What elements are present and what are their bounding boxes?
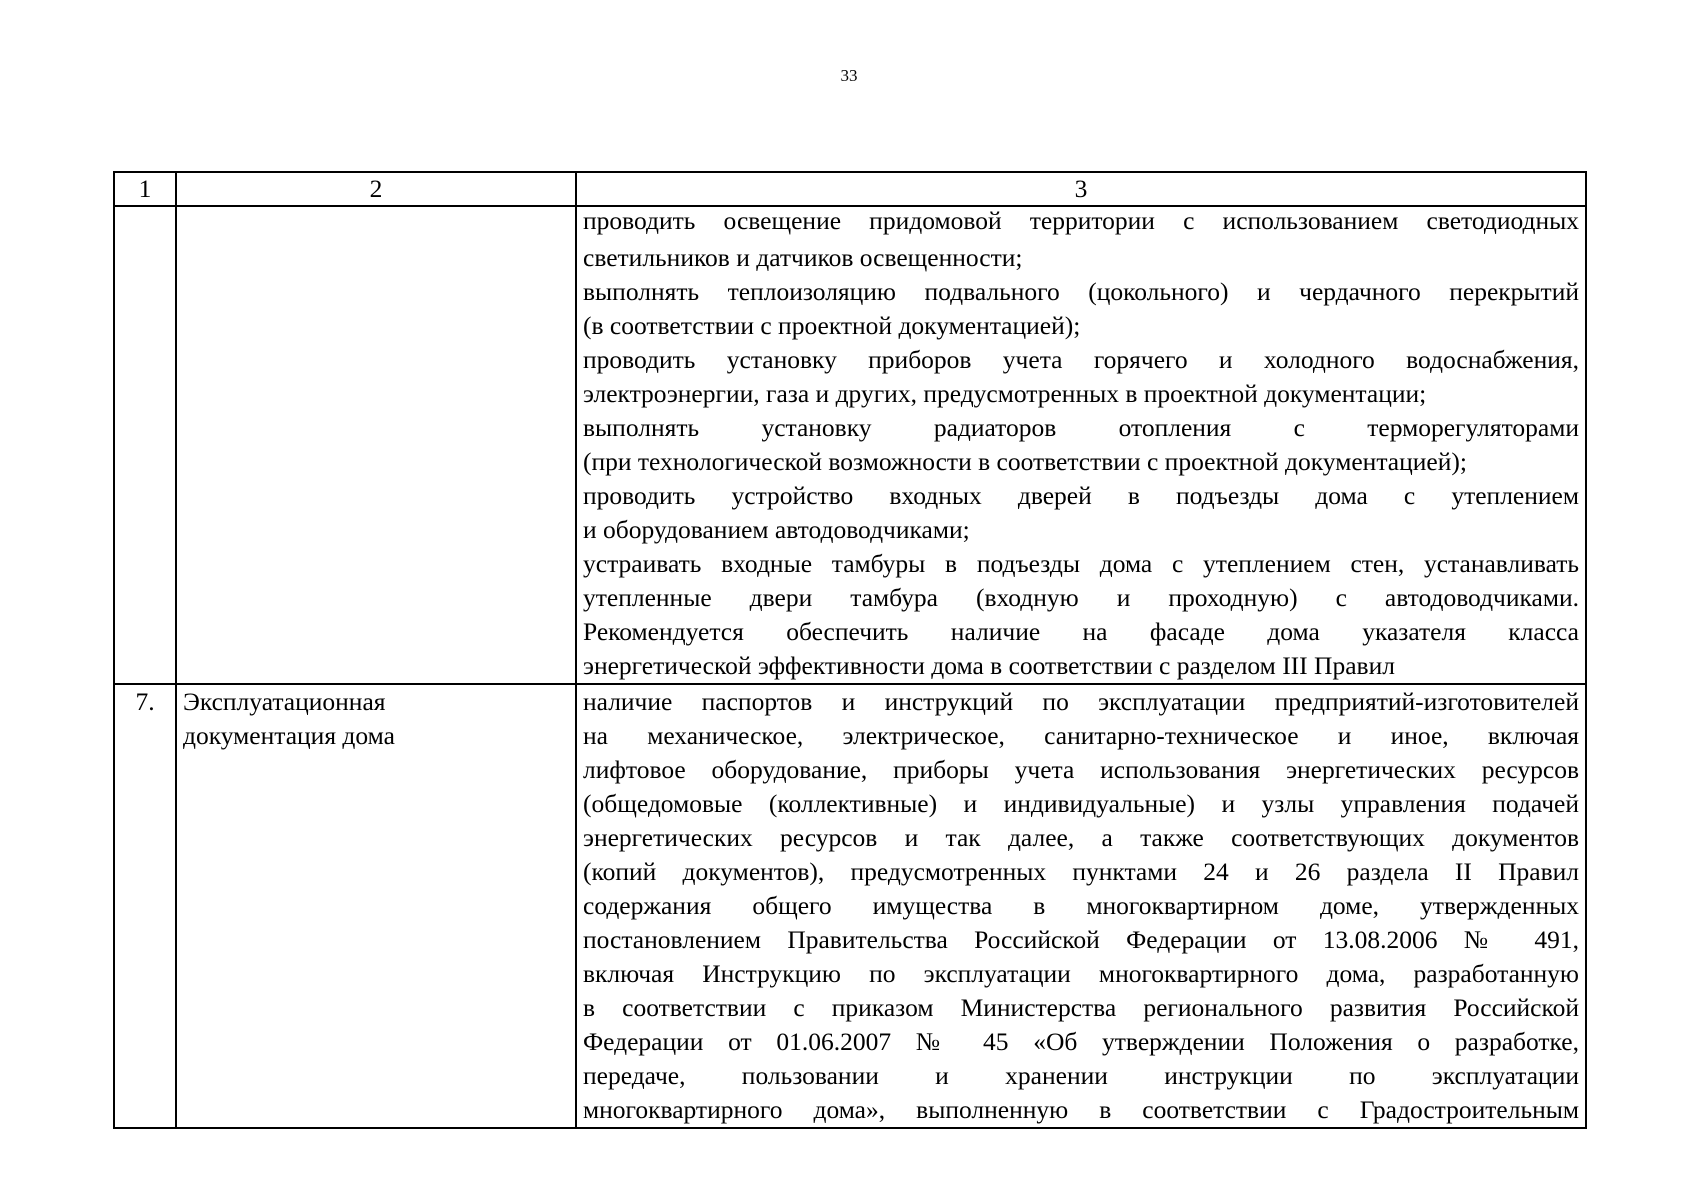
- header-col-1: 1: [114, 172, 176, 206]
- text-line: выполнять установку радиаторов отопления с терморегуляторами: [583, 413, 1579, 442]
- header-col-3: 3: [576, 172, 1586, 206]
- text-line: в соответствии с приказом Министерства регионального развития Российской: [583, 993, 1579, 1022]
- text-line: проводить установку приборов учета горячего и холодного водоснабжения,: [583, 345, 1579, 374]
- row-number: 7.: [114, 684, 176, 1128]
- row-description: [576, 684, 1586, 1128]
- text-line: передаче, пользовании и хранении инструкции по эксплуатации: [583, 1061, 1579, 1090]
- text-line: проводить устройство входных дверей в подъезды дома с утеплением: [583, 481, 1579, 510]
- text-line: электроэнергии, газа и других, предусмотренных в проектной документации;: [583, 379, 1427, 408]
- table-row-continuation: [114, 206, 1586, 684]
- row-title-line: документация дома: [183, 721, 395, 750]
- text-line: утепленные двери тамбура (входную и проходную) с автодоводчиками.: [583, 583, 1579, 612]
- text-line: (при технологической возможности в соответствии с проектной документацией);: [583, 447, 1467, 476]
- text-line: Рекомендуется обеспечить наличие на фасаде дома указателя класса: [583, 617, 1579, 646]
- row-title: [176, 206, 576, 684]
- text-line: включая Инструкцию по эксплуатации многоквартирного дома, разработанную: [583, 959, 1579, 988]
- text-line: и оборудованием автодоводчиками;: [583, 515, 970, 544]
- text-line: энергетической эффективности дома в соответствии с разделом III Правил: [583, 651, 1395, 680]
- row-title-line: Эксплуатационная: [183, 687, 386, 716]
- text-line: энергетических ресурсов и так далее, а также соответствующих документов: [583, 823, 1579, 852]
- row-title: [176, 684, 576, 1128]
- text-line: на механическое, электрическое, санитарно-техническое и иное, включая: [583, 721, 1579, 750]
- page-number: 33: [840, 66, 858, 85]
- requirements-table: [113, 171, 1587, 1129]
- text-line: Федерации от 01.06.2007 № 45 «Об утверждении Положения о разработке,: [583, 1027, 1579, 1056]
- text-line: (общедомовые (коллективные) и индивидуальные) и узлы управления подачей: [583, 789, 1579, 818]
- text-line: лифтовое оборудование, приборы учета использования энергетических ресурсов: [583, 755, 1579, 784]
- table-header-row: [114, 172, 1586, 206]
- row-number: [114, 206, 176, 684]
- text-line: многоквартирного дома», выполненную в соответствии с Градостроительным: [583, 1095, 1579, 1124]
- text-line: содержания общего имущества в многоквартирном доме, утвержденных: [583, 891, 1579, 920]
- header-col-2: 2: [176, 172, 576, 206]
- row-description: [576, 206, 1586, 684]
- text-line: выполнять теплоизоляцию подвального (цокольного) и чердачного перекрытий: [583, 277, 1579, 306]
- text-line: светильников и датчиков освещенности;: [583, 243, 1023, 272]
- text-line: (в соответствии с проектной документацией);: [583, 311, 1081, 340]
- table-row-7: [114, 684, 1586, 1128]
- text-line: постановлением Правительства Российской Федерации от 13.08.2006 № 491,: [583, 925, 1579, 954]
- text-line: наличие паспортов и инструкций по эксплуатации предприятий-изготовителей: [583, 687, 1579, 716]
- text-line: проводить освещение придомовой территории с использованием светодиодных: [583, 207, 1579, 235]
- text-line: (копий документов), предусмотренных пунктами 24 и 26 раздела II Правил: [583, 857, 1579, 886]
- text-line: устраивать входные тамбуры в подъезды дома с утеплением стен, устанавливать: [583, 549, 1579, 578]
